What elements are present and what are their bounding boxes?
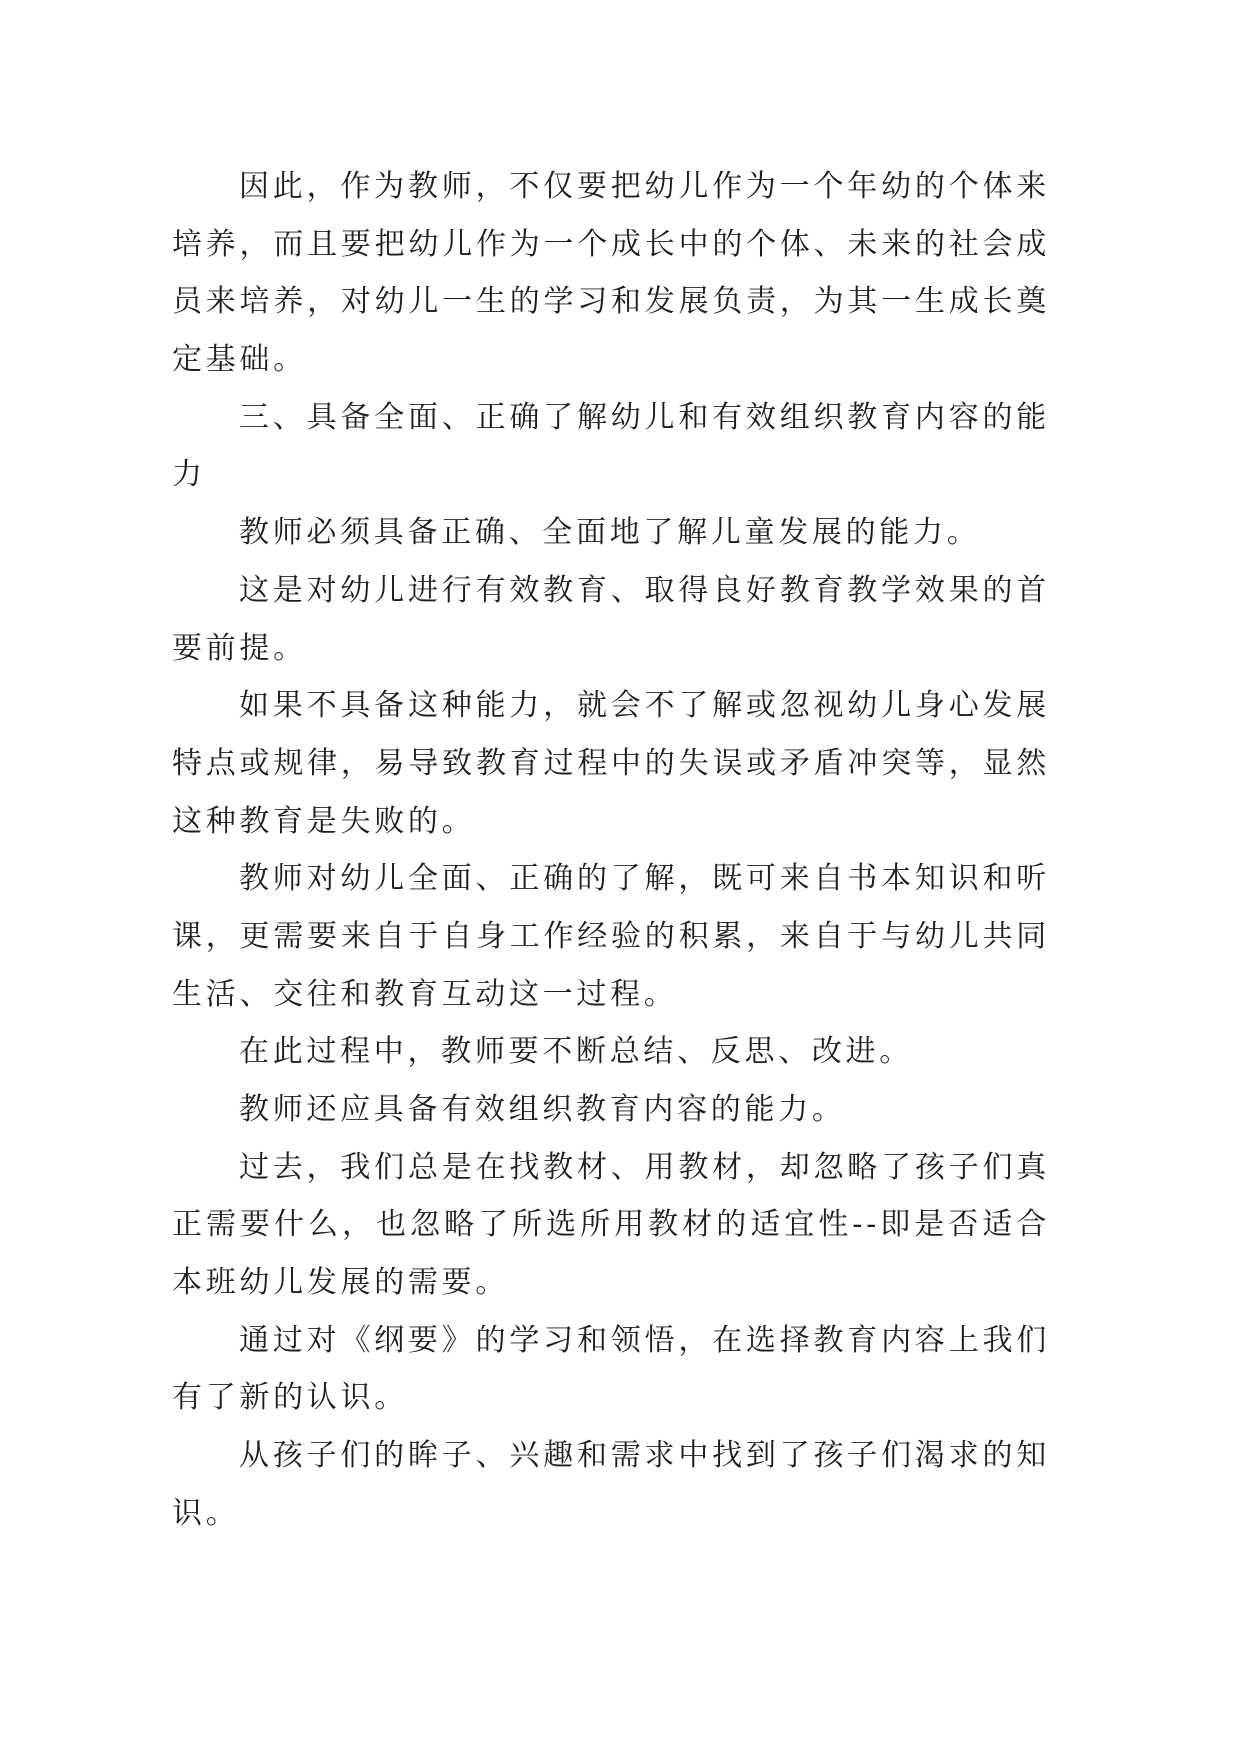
paragraph [172,562,1050,677]
text-line: 员来培养，对幼儿一生的学习和发展负责，为其一生成长奠 [172,284,1050,320]
section-heading [172,389,1050,504]
text-line: 教师必须具备正确、全面地了解儿童发展的能力。 [239,515,981,551]
text-line: 如果不具备这种能力，就会不了解或忽视幼儿身心发展 [239,688,1050,724]
text-line: 这种教育是失败的。 [172,803,476,839]
paragraph [172,1139,1050,1312]
paragraph [172,850,1050,1023]
paragraph [172,1427,1050,1542]
text-line: 从孩子们的眸子、兴趣和需求中找到了孩子们渴求的知 [239,1438,1050,1474]
text-line: 本班幼儿发展的需要。 [172,1265,509,1301]
text-line: 因此，作为教师，不仅要把幼儿作为一个年幼的个体来 [239,169,1050,204]
paragraph [172,677,1050,850]
text-line: 在此过程中，教师要不断总结、反思、改进。 [239,1034,913,1070]
paragraph [172,504,1050,562]
text-line: 这是对幼儿进行有效教育、取得良好教育教学效果的首 [239,572,1050,608]
text-line: 有了新的认识。 [172,1380,408,1416]
text-line: 定基础。 [172,342,307,378]
text-line: 要前提。 [172,630,307,666]
text-line: 课，更需要来自于自身工作经验的积累，来自于与幼儿共同 [172,918,1050,954]
text-line: 教师还应具备有效组织教育内容的能力。 [239,1092,846,1127]
text-line: 三、具备全面、正确了解幼儿和有效组织教育内容的能 [239,399,1050,435]
paragraph [172,1081,1050,1139]
paragraph [172,1312,1050,1427]
text-line: 特点或规律，易导致教育过程中的失误或矛盾冲突等，显然 [172,745,1050,781]
text-line: 正需要什么，也忽略了所选所用教材的适宜性--即是否适合 [172,1207,1050,1243]
text-line: 过去，我们总是在找教材、用教材，却忽略了孩子们真 [239,1149,1050,1185]
text-line: 培养，而且要把幼儿作为一个成长中的个体、未来的社会成 [172,226,1050,262]
paragraph [172,158,1050,389]
text-line: 通过对《纲要》的学习和领悟，在选择教育内容上我们 [239,1322,1050,1358]
paragraph [172,1023,1050,1081]
text-line: 力 [172,457,206,493]
text-line: 教师对幼儿全面、正确的了解，既可来自书本知识和听 [239,861,1050,897]
text-line: 识。 [172,1495,240,1531]
text-line: 生活、交往和教育互动这一过程。 [172,976,678,1012]
document-body [172,158,1050,1543]
